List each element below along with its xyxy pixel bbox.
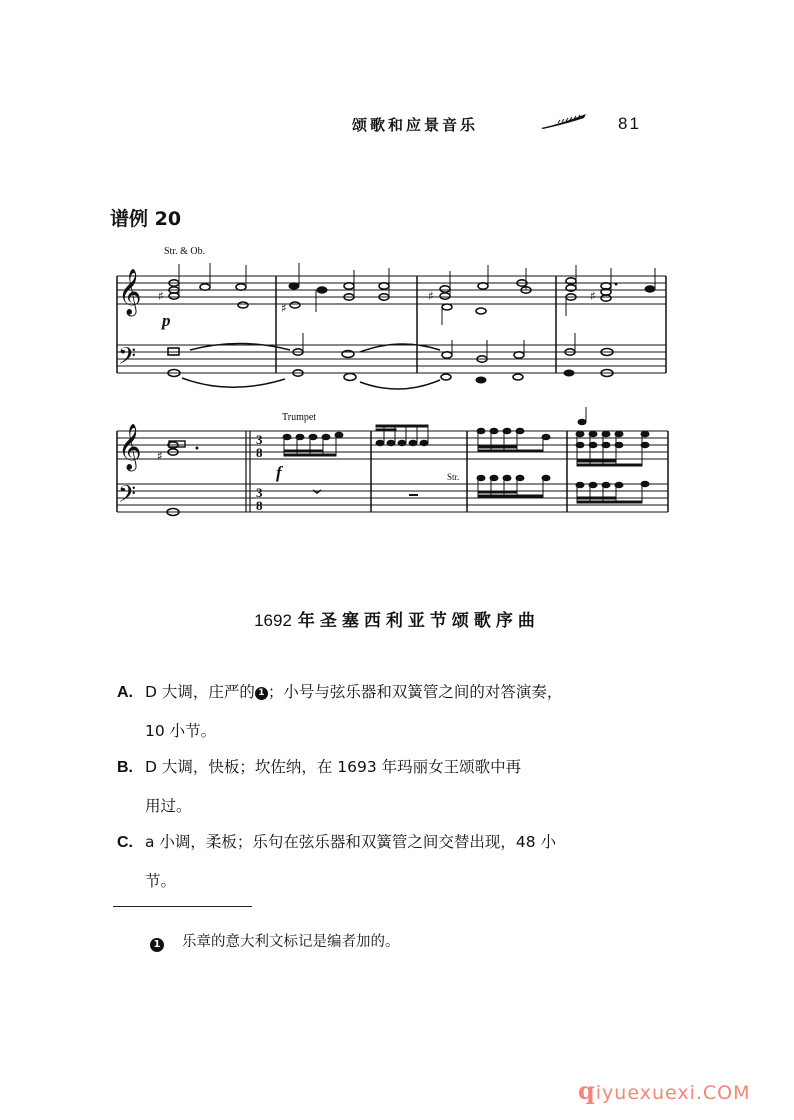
- svg-text:♯: ♯: [428, 289, 434, 303]
- music-example-label: 谱例 20: [110, 208, 182, 230]
- item-marker: A.: [117, 684, 133, 701]
- item-marker: B.: [117, 759, 133, 776]
- footnote-divider: [113, 906, 252, 907]
- movement-item-b: B. D 大调，快板；坎佐纳，在 1693 年玛丽女王颂歌中再 用过。: [117, 748, 677, 825]
- strings-label: Str.: [447, 472, 460, 482]
- footnote-text: 乐章的意大利文标记是编者加的。: [182, 934, 400, 950]
- watermark: qiyuexuexi.COM: [578, 1076, 751, 1105]
- svg-text:8: 8: [256, 445, 263, 460]
- piece-year: 1692: [254, 611, 292, 630]
- running-title: 颂歌和应景音乐: [352, 116, 479, 134]
- svg-text:3: 3: [256, 485, 263, 500]
- bass-clef-icon: 𝄢: [118, 342, 137, 375]
- system1-treble-staff: [117, 276, 666, 304]
- svg-text:8: 8: [256, 498, 263, 513]
- dynamic-marking: p: [162, 311, 171, 330]
- bass-clef-icon: 𝄢: [118, 480, 137, 513]
- treble-clef-icon: 𝄞: [118, 269, 142, 315]
- trumpet-label: Trumpet: [282, 412, 317, 423]
- item-marker: C.: [117, 834, 133, 851]
- instrumentation-label: Str. & Ob.: [164, 246, 206, 257]
- footnote: [150, 930, 400, 952]
- movement-item-a: A. D 大调，庄严的 1 ；小号与弦乐器和双簧管之间的对答演奏， 10 小节。: [117, 673, 677, 750]
- svg-text:♯: ♯: [157, 449, 163, 463]
- footnote-ref-icon[interactable]: 1: [255, 687, 268, 700]
- footnote-marker-icon: 1: [150, 938, 164, 952]
- piece-title-text: 年圣塞西利亚节颂歌序曲: [297, 611, 540, 631]
- svg-text:♯: ♯: [158, 289, 164, 303]
- piece-title: [0, 606, 794, 631]
- svg-text:3: 3: [256, 432, 263, 447]
- page-number: 81: [618, 114, 641, 133]
- treble-clef-icon: 𝄞: [118, 424, 142, 470]
- dynamic-marking: f: [276, 463, 282, 482]
- svg-text:♯: ♯: [281, 301, 287, 315]
- svg-text:♯: ♯: [590, 289, 596, 303]
- system1-bass-staff: [117, 345, 666, 373]
- movement-item-c: C. a 小调，柔板；乐句在弦乐器和双簧管之间交替出现，48 小 节。: [117, 823, 677, 900]
